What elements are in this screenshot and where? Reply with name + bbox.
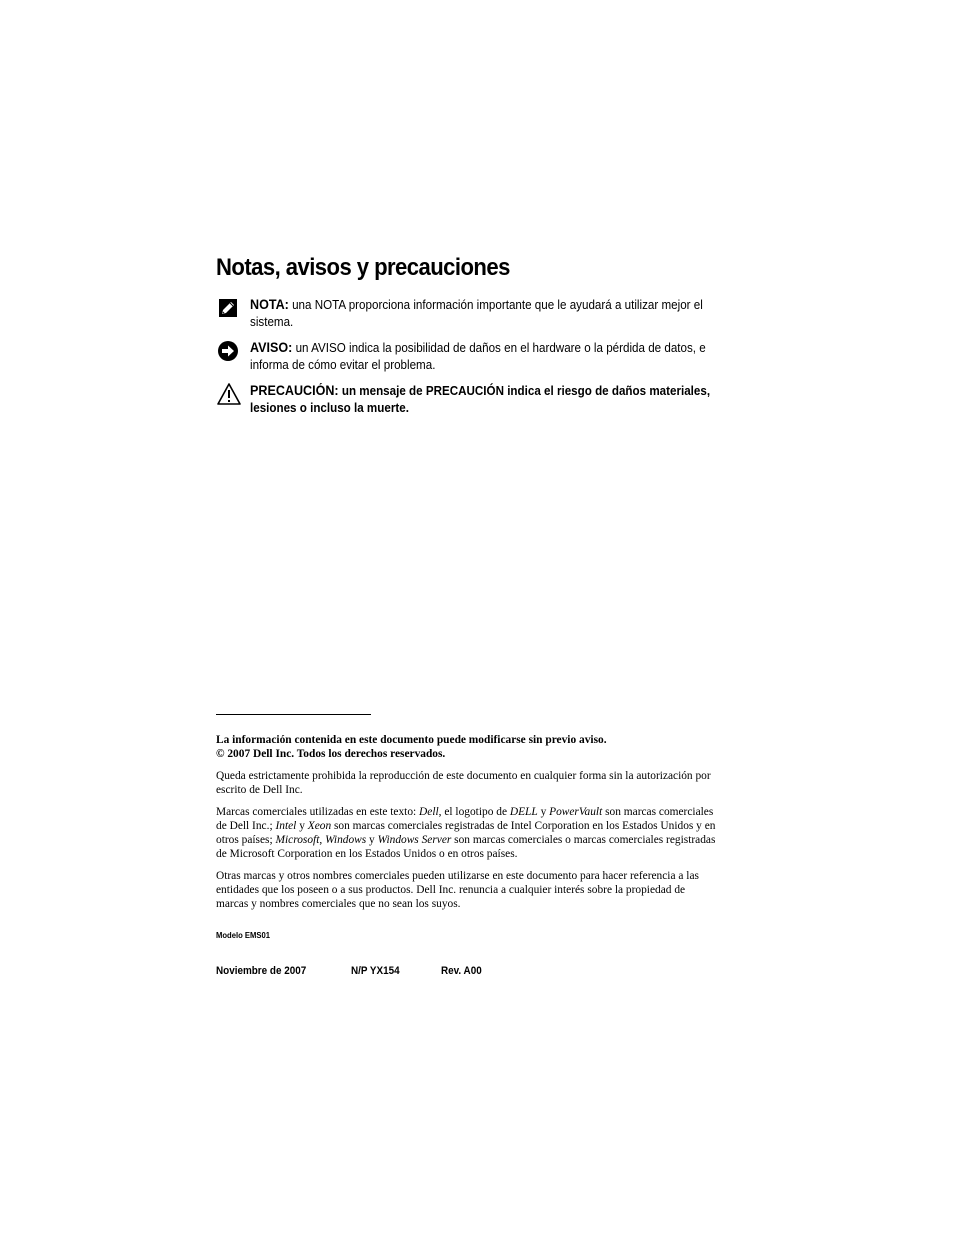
- model-number: Modelo EMS01: [216, 930, 270, 940]
- reproduction-notice: [216, 769, 716, 797]
- note-pencil-icon: [216, 296, 242, 322]
- copyright-line: © 2007 Dell Inc. Todos los derechos reservados.: [216, 748, 446, 760]
- note-lead: NOTA:: [250, 297, 289, 312]
- tm-powervault: PowerVault: [549, 806, 603, 818]
- caution-text: un mensaje de PRECAUCIÓN indica el riesgo de daños materiales, lesiones o incluso la muerte.: [250, 384, 711, 415]
- tm-xeon: Xeon: [307, 820, 332, 832]
- note-notice: [216, 296, 736, 331]
- page-title: Notas, avisos y precauciones: [216, 254, 510, 281]
- tm-microsoft: Microsoft: [275, 834, 320, 846]
- trademarks-text: Marcas comerciales utilizadas en este texto: Dell, el logotipo de DELL y PowerVault son marcas comerciales de Dell Inc.; Intel y Xeon son marcas comerciales registradas de Intel Corporation en los Estados Unidos y en otros países; Microsoft, Windows y Windows Server son marcas comerciales o marcas comerciales registradas de Microsoft Corporation en los Estados Unidos o en otros países.: [216, 806, 716, 860]
- info-line: La información contenida en este documento puede modificarse sin previo aviso.: [216, 734, 607, 746]
- notice-notice: [216, 339, 736, 374]
- notice-arrow-icon: [216, 339, 242, 365]
- legal-notice: [216, 733, 716, 761]
- revision: Rev. A00: [441, 965, 482, 977]
- caution-lead: PRECAUCIÓN:: [250, 383, 339, 398]
- tm-windows-server: Windows Server: [377, 834, 452, 846]
- tm-windows: Windows: [325, 834, 367, 846]
- part-number: N/P YX154: [351, 965, 400, 977]
- footnote-divider: [216, 714, 371, 715]
- notice-lead: AVISO:: [250, 340, 293, 355]
- trademarks-notice: [216, 805, 716, 861]
- publication-footer: [216, 965, 482, 977]
- other-marks-text: Otras marcas y otros nombres comerciales pueden utilizarse en este documento para hacer referencia a las entidades que los poseen o a sus productos. Dell Inc. renuncia a cualquier interés sobre la propiedad de marcas y nombres comerciales que no sean los suyos.: [216, 870, 699, 910]
- tm-intel: Intel: [275, 820, 297, 832]
- tm-dell-logo: DELL: [509, 806, 538, 818]
- caution-triangle-icon: [216, 382, 242, 408]
- reproduction-text: Queda estrictamente prohibida la reproducción de este documento en cualquier forma sin la autorización por escrito de Dell Inc.: [216, 770, 711, 796]
- tm-dell: Dell: [419, 806, 439, 818]
- notice-text: un AVISO indica la posibilidad de daños en el hardware o la pérdida de datos, e informa de cómo evitar el problema.: [250, 341, 706, 372]
- note-text: una NOTA proporciona información importante que le ayudará a utilizar mejor el sistema.: [250, 298, 703, 329]
- caution-notice: [216, 382, 736, 417]
- other-marks-notice: [216, 869, 716, 911]
- publication-date: Noviembre de 2007: [216, 965, 307, 977]
